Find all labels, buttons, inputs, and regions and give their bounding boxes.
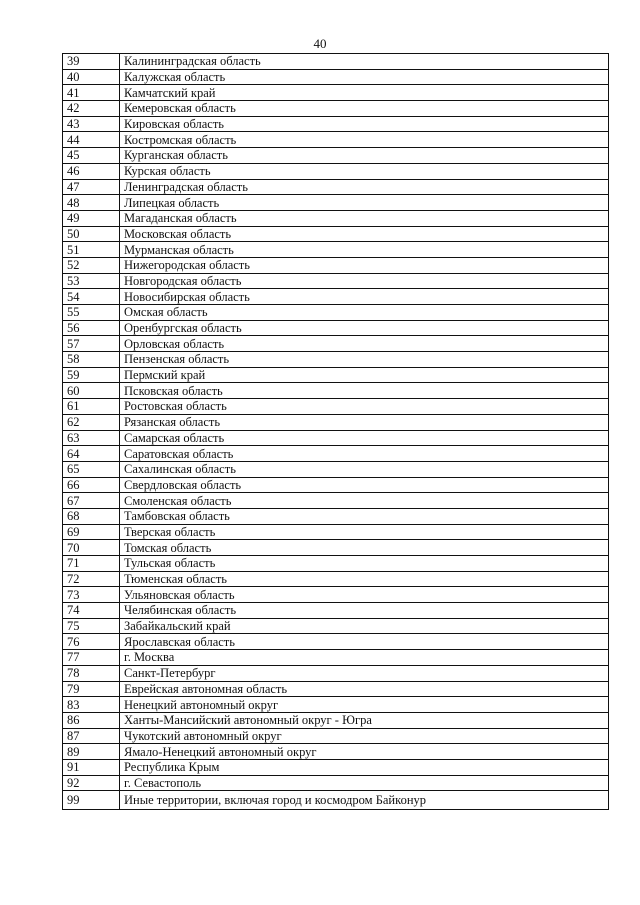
table-row [63, 336, 609, 352]
region-name-cell: Тюменская область [120, 571, 609, 587]
table-row [63, 195, 609, 211]
table-row [63, 461, 609, 477]
table-row [63, 477, 609, 493]
region-name-cell: Самарская область [120, 430, 609, 446]
region-name-cell: Кемеровская область [120, 101, 609, 117]
region-code-cell: 60 [63, 383, 120, 399]
region-code-cell: 83 [63, 697, 120, 713]
region-name-cell: Санкт-Петербург [120, 665, 609, 681]
table-row [63, 226, 609, 242]
region-code-cell: 70 [63, 540, 120, 556]
region-code-cell: 78 [63, 665, 120, 681]
region-name-cell: Челябинская область [120, 603, 609, 619]
table-row [63, 603, 609, 619]
region-name-cell: Новосибирская область [120, 289, 609, 305]
table-row [63, 132, 609, 148]
region-name-cell: Мурманская область [120, 242, 609, 258]
region-name-cell: Ханты-Мансийский автономный округ - Югра [120, 712, 609, 728]
region-code-cell: 92 [63, 775, 120, 791]
table-row [63, 257, 609, 273]
region-code-cell: 77 [63, 650, 120, 666]
region-code-cell: 64 [63, 446, 120, 462]
region-code-cell: 71 [63, 556, 120, 572]
region-code-cell: 43 [63, 116, 120, 132]
region-code-cell: 44 [63, 132, 120, 148]
table-row [63, 791, 609, 810]
table-row [63, 54, 609, 70]
region-code-cell: 40 [63, 69, 120, 85]
table-row [63, 242, 609, 258]
region-name-cell: Ярославская область [120, 634, 609, 650]
table-row [63, 289, 609, 305]
region-code-cell: 39 [63, 54, 120, 70]
region-name-cell: Иные территории, включая город и космодром Байконур [120, 791, 609, 810]
region-code-cell: 49 [63, 210, 120, 226]
table-row [63, 273, 609, 289]
region-name-cell: г. Москва [120, 650, 609, 666]
region-name-cell: Нижегородская область [120, 257, 609, 273]
regions-table-body [63, 54, 609, 810]
region-code-cell: 65 [63, 461, 120, 477]
table-row [63, 650, 609, 666]
table-row [63, 759, 609, 775]
table-row [63, 524, 609, 540]
region-name-cell: Псковская область [120, 383, 609, 399]
table-row [63, 728, 609, 744]
region-name-cell: Кировская область [120, 116, 609, 132]
region-name-cell: Оренбургская область [120, 320, 609, 336]
region-code-cell: 68 [63, 508, 120, 524]
region-code-cell: 56 [63, 320, 120, 336]
region-name-cell: Тверская область [120, 524, 609, 540]
region-name-cell: Томская область [120, 540, 609, 556]
region-code-cell: 72 [63, 571, 120, 587]
table-row [63, 69, 609, 85]
region-code-cell: 87 [63, 728, 120, 744]
region-name-cell: Курская область [120, 163, 609, 179]
region-code-cell: 59 [63, 367, 120, 383]
region-name-cell: Калининградская область [120, 54, 609, 70]
table-row [63, 414, 609, 430]
region-name-cell: Московская область [120, 226, 609, 242]
region-code-cell: 55 [63, 305, 120, 321]
region-code-cell: 41 [63, 85, 120, 101]
region-name-cell: Магаданская область [120, 210, 609, 226]
region-code-cell: 62 [63, 414, 120, 430]
table-row [63, 430, 609, 446]
table-row [63, 775, 609, 791]
table-row [63, 634, 609, 650]
region-code-cell: 76 [63, 634, 120, 650]
table-row [63, 179, 609, 195]
region-name-cell: Тульская область [120, 556, 609, 572]
table-row [63, 85, 609, 101]
region-code-cell: 47 [63, 179, 120, 195]
region-name-cell: г. Севастополь [120, 775, 609, 791]
region-name-cell: Чукотский автономный округ [120, 728, 609, 744]
table-row [63, 556, 609, 572]
region-code-cell: 99 [63, 791, 120, 810]
region-code-cell: 48 [63, 195, 120, 211]
table-row [63, 101, 609, 117]
region-code-cell: 46 [63, 163, 120, 179]
region-code-cell: 79 [63, 681, 120, 697]
region-code-cell: 63 [63, 430, 120, 446]
table-row [63, 305, 609, 321]
table-row [63, 618, 609, 634]
page-number: 40 [313, 36, 327, 51]
region-code-cell: 53 [63, 273, 120, 289]
table-row [63, 493, 609, 509]
region-code-cell: 73 [63, 587, 120, 603]
region-code-cell: 67 [63, 493, 120, 509]
region-name-cell: Смоленская область [120, 493, 609, 509]
region-name-cell: Ленинградская область [120, 179, 609, 195]
table-row [63, 681, 609, 697]
region-name-cell: Омская область [120, 305, 609, 321]
regions-table [62, 53, 609, 810]
region-name-cell: Пензенская область [120, 352, 609, 368]
table-row [63, 399, 609, 415]
region-code-cell: 58 [63, 352, 120, 368]
table-row [63, 712, 609, 728]
table-row [63, 210, 609, 226]
region-code-cell: 61 [63, 399, 120, 415]
region-name-cell: Калужская область [120, 69, 609, 85]
region-code-cell: 66 [63, 477, 120, 493]
region-name-cell: Пермский край [120, 367, 609, 383]
table-row [63, 383, 609, 399]
region-name-cell: Ульяновская область [120, 587, 609, 603]
table-row [63, 508, 609, 524]
table-row [63, 367, 609, 383]
region-code-cell: 91 [63, 759, 120, 775]
region-name-cell: Республика Крым [120, 759, 609, 775]
table-row [63, 571, 609, 587]
region-code-cell: 74 [63, 603, 120, 619]
region-name-cell: Ямало-Ненецкий автономный округ [120, 744, 609, 760]
region-code-cell: 75 [63, 618, 120, 634]
region-name-cell: Забайкальский край [120, 618, 609, 634]
region-code-cell: 52 [63, 257, 120, 273]
region-name-cell: Сахалинская область [120, 461, 609, 477]
region-name-cell: Тамбовская область [120, 508, 609, 524]
table-row [63, 540, 609, 556]
table-row [63, 446, 609, 462]
region-name-cell: Курганская область [120, 148, 609, 164]
region-name-cell: Камчатский край [120, 85, 609, 101]
table-row [63, 163, 609, 179]
table-row [63, 744, 609, 760]
region-code-cell: 57 [63, 336, 120, 352]
region-name-cell: Ненецкий автономный округ [120, 697, 609, 713]
region-name-cell: Ростовская область [120, 399, 609, 415]
region-code-cell: 50 [63, 226, 120, 242]
region-name-cell: Еврейская автономная область [120, 681, 609, 697]
region-name-cell: Рязанская область [120, 414, 609, 430]
table-row [63, 320, 609, 336]
region-name-cell: Свердловская область [120, 477, 609, 493]
region-name-cell: Саратовская область [120, 446, 609, 462]
region-name-cell: Орловская область [120, 336, 609, 352]
table-row [63, 352, 609, 368]
region-code-cell: 54 [63, 289, 120, 305]
region-code-cell: 86 [63, 712, 120, 728]
region-name-cell: Костромская область [120, 132, 609, 148]
table-row [63, 587, 609, 603]
region-name-cell: Липецкая область [120, 195, 609, 211]
region-code-cell: 51 [63, 242, 120, 258]
region-name-cell: Новгородская область [120, 273, 609, 289]
table-row [63, 697, 609, 713]
table-row [63, 148, 609, 164]
region-code-cell: 69 [63, 524, 120, 540]
region-code-cell: 42 [63, 101, 120, 117]
region-code-cell: 89 [63, 744, 120, 760]
table-row [63, 116, 609, 132]
region-code-cell: 45 [63, 148, 120, 164]
table-row [63, 665, 609, 681]
